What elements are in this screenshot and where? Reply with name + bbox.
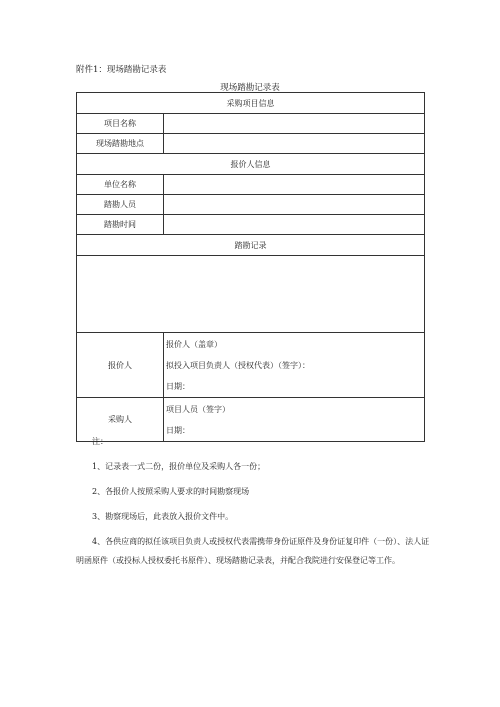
section-bidder-info: 报价人信息 — [77, 154, 425, 175]
survey-time-label: 踏勘时间 — [77, 215, 164, 235]
bidder-date-line: 日期： — [166, 381, 190, 391]
survey-record-table — [76, 92, 425, 442]
bidder-signature-area[interactable] — [164, 333, 425, 398]
attachment-label: 附件1：现场踏勘记录表 — [76, 65, 167, 75]
notes-heading: 注： — [92, 437, 108, 446]
purchaser-label: 采购人 — [77, 398, 164, 442]
form-title: 现场踏勘记录表 — [220, 83, 280, 93]
survey-staff-field[interactable] — [164, 195, 425, 215]
project-name-field[interactable] — [164, 114, 425, 134]
notes-section — [76, 432, 430, 570]
bidder-label: 报价人 — [77, 333, 164, 398]
site-location-field[interactable] — [164, 134, 425, 154]
survey-time-field[interactable] — [164, 215, 425, 235]
section-procurement-info: 采购项目信息 — [77, 93, 425, 114]
unit-name-label: 单位名称 — [77, 175, 164, 195]
survey-staff-label: 踏勘人员 — [77, 195, 164, 215]
survey-record-field[interactable] — [77, 256, 425, 333]
site-location-label: 现场踏勘地点 — [77, 134, 164, 154]
note-item-2: 2、各报价人按照采购人要求的时间勘察现场 — [92, 487, 250, 496]
note-item-1: 1、记录表一式二份，报价单位及采购人各一份； — [92, 462, 266, 471]
section-survey-record: 踏勘记录 — [77, 235, 425, 256]
bidder-representative-line: 拟投入项目负责人（授权代表）（签字）： — [166, 360, 310, 370]
unit-name-field[interactable] — [164, 175, 425, 195]
note-item-3: 3、勘察现场后，此表放入报价文件中。 — [92, 512, 234, 521]
project-name-label: 项目名称 — [77, 114, 164, 134]
note-item-4: 4、各供应商的拟任该项目负责人或授权代表需携带身份证原件及身份证复印件（一份）、法人证明函原件（或投标人授权委托书原件）、现场踏勘记录表，并配合我院进行安保登记等工作。 — [76, 537, 430, 565]
purchaser-date-line: 日期： — [166, 425, 190, 435]
purchaser-staff-line: 项目人员（签字） — [166, 404, 230, 414]
bidder-seal-line: 报价人（盖章） — [166, 339, 222, 349]
